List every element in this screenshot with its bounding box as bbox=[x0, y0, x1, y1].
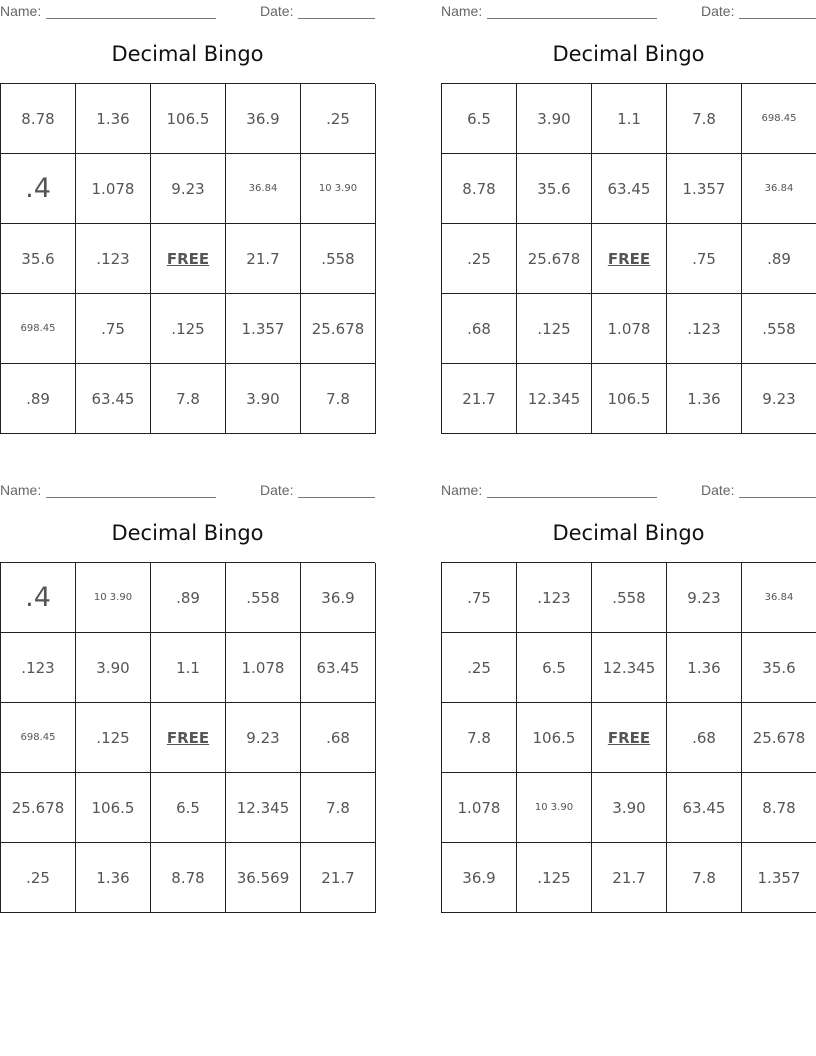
bingo-cell: .123 bbox=[76, 224, 151, 294]
bingo-cell: 35.6 bbox=[517, 154, 592, 224]
bingo-cell: 106.5 bbox=[151, 84, 226, 154]
bingo-cell: 63.45 bbox=[76, 364, 151, 434]
bingo-cell: .25 bbox=[1, 843, 76, 913]
bingo-cell: 6.5 bbox=[517, 633, 592, 703]
bingo-cell: 7.8 bbox=[667, 84, 742, 154]
bingo-cell: 6.5 bbox=[442, 84, 517, 154]
bingo-cell: 698.45 bbox=[1, 703, 76, 773]
bingo-cell: 1.357 bbox=[742, 843, 816, 913]
bingo-cell: 9.23 bbox=[151, 154, 226, 224]
bingo-grid bbox=[0, 83, 375, 434]
free-space-cell: FREE bbox=[592, 224, 667, 294]
bingo-cell: .25 bbox=[301, 84, 376, 154]
bingo-cell: .123 bbox=[667, 294, 742, 364]
bingo-cell: 21.7 bbox=[592, 843, 667, 913]
card-title: Decimal Bingo bbox=[552, 521, 705, 545]
bingo-cell: 63.45 bbox=[592, 154, 667, 224]
bingo-cell: 10 3.90 bbox=[76, 563, 151, 633]
name-blank-line bbox=[46, 497, 216, 498]
bingo-cell: 1.36 bbox=[667, 633, 742, 703]
bingo-cell: 25.678 bbox=[742, 703, 816, 773]
bingo-cell: 21.7 bbox=[226, 224, 301, 294]
bingo-card-2 bbox=[441, 0, 816, 440]
name-blank-line bbox=[487, 18, 657, 19]
name-blank-line bbox=[46, 18, 216, 19]
bingo-cell: .75 bbox=[76, 294, 151, 364]
bingo-cell: 7.8 bbox=[301, 364, 376, 434]
bingo-cell: 3.90 bbox=[517, 84, 592, 154]
bingo-cell: .4 bbox=[1, 563, 76, 633]
card-title: Decimal Bingo bbox=[111, 521, 264, 545]
card-header bbox=[0, 3, 375, 19]
bingo-cell: .68 bbox=[442, 294, 517, 364]
bingo-cell: 1.078 bbox=[442, 773, 517, 843]
date-blank-line bbox=[298, 497, 375, 498]
name-label: Name: bbox=[441, 482, 483, 498]
bingo-cell: .123 bbox=[517, 563, 592, 633]
bingo-cell: 106.5 bbox=[76, 773, 151, 843]
card-header bbox=[441, 482, 816, 498]
bingo-cell: 21.7 bbox=[442, 364, 517, 434]
bingo-cell: 63.45 bbox=[667, 773, 742, 843]
bingo-cell: 7.8 bbox=[442, 703, 517, 773]
bingo-cell: .558 bbox=[226, 563, 301, 633]
bingo-cell: 3.90 bbox=[226, 364, 301, 434]
bingo-cell: 1.1 bbox=[151, 633, 226, 703]
bingo-cell: 8.78 bbox=[742, 773, 816, 843]
bingo-cell: .68 bbox=[667, 703, 742, 773]
name-blank-line bbox=[487, 497, 657, 498]
name-label: Name: bbox=[0, 3, 42, 19]
bingo-cell: 8.78 bbox=[151, 843, 226, 913]
bingo-cell: 1.078 bbox=[592, 294, 667, 364]
bingo-cell: 8.78 bbox=[1, 84, 76, 154]
bingo-cell: 36.84 bbox=[742, 563, 816, 633]
bingo-card-1 bbox=[0, 0, 375, 440]
bingo-cell: 9.23 bbox=[667, 563, 742, 633]
bingo-cell: 1.357 bbox=[226, 294, 301, 364]
free-space-cell: FREE bbox=[151, 224, 226, 294]
bingo-cell: .89 bbox=[742, 224, 816, 294]
bingo-cell: 1.1 bbox=[592, 84, 667, 154]
free-space-cell: FREE bbox=[151, 703, 226, 773]
bingo-cell: .89 bbox=[1, 364, 76, 434]
bingo-cell: 698.45 bbox=[742, 84, 816, 154]
date-label: Date: bbox=[701, 482, 735, 498]
date-label: Date: bbox=[260, 482, 294, 498]
bingo-cell: 1.357 bbox=[667, 154, 742, 224]
bingo-cell: 9.23 bbox=[742, 364, 816, 434]
card-title: Decimal Bingo bbox=[552, 42, 705, 66]
bingo-cell: 12.345 bbox=[592, 633, 667, 703]
name-label: Name: bbox=[441, 3, 483, 19]
bingo-cell: 25.678 bbox=[301, 294, 376, 364]
bingo-grid bbox=[441, 83, 816, 434]
bingo-cell: 6.5 bbox=[151, 773, 226, 843]
bingo-cell: 1.36 bbox=[76, 84, 151, 154]
bingo-grid bbox=[0, 562, 375, 913]
bingo-cell: .125 bbox=[151, 294, 226, 364]
bingo-cell: 36.9 bbox=[442, 843, 517, 913]
bingo-cell: 10 3.90 bbox=[301, 154, 376, 224]
card-header bbox=[0, 482, 375, 498]
date-blank-line bbox=[739, 18, 816, 19]
bingo-cell: 106.5 bbox=[592, 364, 667, 434]
bingo-cell: 106.5 bbox=[517, 703, 592, 773]
date-label: Date: bbox=[701, 3, 735, 19]
bingo-card-4 bbox=[441, 479, 816, 919]
card-header bbox=[441, 3, 816, 19]
bingo-cell: 35.6 bbox=[742, 633, 816, 703]
date-blank-line bbox=[298, 18, 375, 19]
bingo-cell: 36.9 bbox=[226, 84, 301, 154]
bingo-cell: .89 bbox=[151, 563, 226, 633]
bingo-cell: 8.78 bbox=[442, 154, 517, 224]
bingo-cell: 36.9 bbox=[301, 563, 376, 633]
bingo-cell: .4 bbox=[1, 154, 76, 224]
bingo-cell: 1.078 bbox=[76, 154, 151, 224]
bingo-cell: 1.36 bbox=[76, 843, 151, 913]
free-space-cell: FREE bbox=[592, 703, 667, 773]
bingo-grid bbox=[441, 562, 816, 913]
bingo-cell: 25.678 bbox=[1, 773, 76, 843]
bingo-cell: 1.078 bbox=[226, 633, 301, 703]
bingo-cell: .558 bbox=[592, 563, 667, 633]
bingo-cell: 36.84 bbox=[226, 154, 301, 224]
bingo-cell: 12.345 bbox=[226, 773, 301, 843]
bingo-cell: 7.8 bbox=[151, 364, 226, 434]
bingo-cell: 36.84 bbox=[742, 154, 816, 224]
bingo-cell: 12.345 bbox=[517, 364, 592, 434]
bingo-card-3 bbox=[0, 479, 375, 919]
bingo-cell: 3.90 bbox=[592, 773, 667, 843]
date-blank-line bbox=[739, 497, 816, 498]
date-label: Date: bbox=[260, 3, 294, 19]
bingo-cell: .558 bbox=[742, 294, 816, 364]
bingo-cell: .125 bbox=[517, 843, 592, 913]
name-label: Name: bbox=[0, 482, 42, 498]
card-title: Decimal Bingo bbox=[111, 42, 264, 66]
bingo-cell: .75 bbox=[442, 563, 517, 633]
bingo-cell: 3.90 bbox=[76, 633, 151, 703]
bingo-cell: .68 bbox=[301, 703, 376, 773]
bingo-cell: .558 bbox=[301, 224, 376, 294]
bingo-cell: 698.45 bbox=[1, 294, 76, 364]
bingo-cell: 9.23 bbox=[226, 703, 301, 773]
bingo-cell: 1.36 bbox=[667, 364, 742, 434]
bingo-cell: .75 bbox=[667, 224, 742, 294]
bingo-cell: .25 bbox=[442, 633, 517, 703]
bingo-cell: .125 bbox=[517, 294, 592, 364]
bingo-cell: .25 bbox=[442, 224, 517, 294]
bingo-cell: 36.569 bbox=[226, 843, 301, 913]
bingo-cell: 7.8 bbox=[301, 773, 376, 843]
bingo-cell: .123 bbox=[1, 633, 76, 703]
bingo-cell: 21.7 bbox=[301, 843, 376, 913]
bingo-cell: 25.678 bbox=[517, 224, 592, 294]
bingo-cell: 10 3.90 bbox=[517, 773, 592, 843]
bingo-cell: .125 bbox=[76, 703, 151, 773]
bingo-cell: 7.8 bbox=[667, 843, 742, 913]
bingo-cell: 63.45 bbox=[301, 633, 376, 703]
bingo-cell: 35.6 bbox=[1, 224, 76, 294]
